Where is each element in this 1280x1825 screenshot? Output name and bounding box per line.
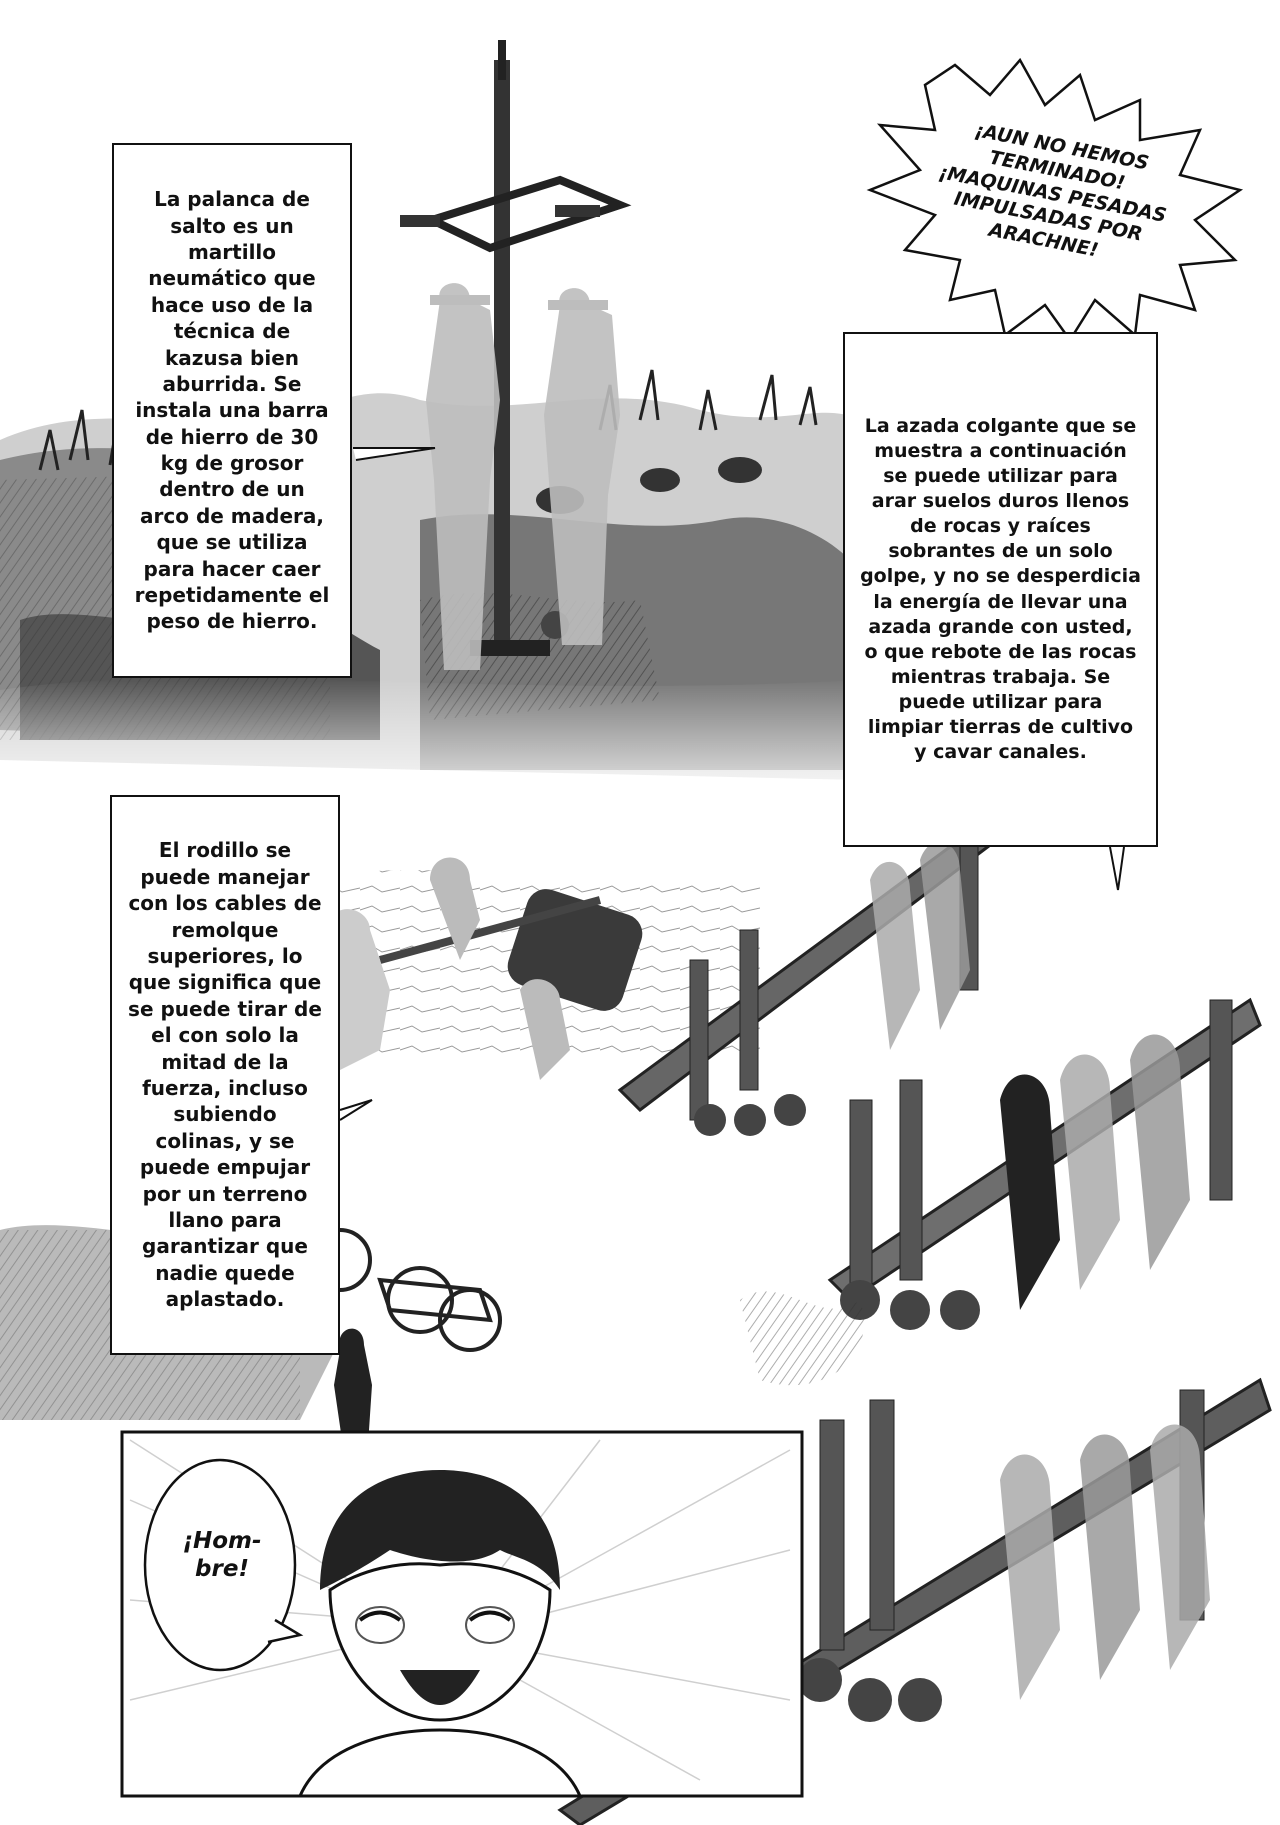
caption-palanca-text: La palanca de salto es un martillo neumático que hace uso de la técnica de kazusa bien aburrida. Se instala una barra de hierro de 30 kg de grosor dentro de un arco de madera, que se utiliza para hacer caer repetidamente el peso de hierro. — [134, 187, 330, 634]
caption-palanca — [112, 143, 352, 678]
shout-text: ¡AUN NO HEMOS TERMINADO! ¡MAQUINAS PESADAS IMPULSADAS POR ARACHNE! — [937, 119, 1169, 262]
hombre-text: ¡Hom-bre! — [182, 1528, 262, 1582]
caption-rodillo-text: El rodillo se puede manejar con los cables de remolque superiores, lo que significa que se puede tirar de el con solo la mitad de la fuerza, incluso subiendo colinas, y se puede empujar por un terreno llano para garantizar que nadie quede aplastado. — [128, 838, 322, 1312]
caption-azada — [843, 332, 1158, 847]
caption-azada-text: La azada colgante que se muestra a continuación se puede utilizar para arar suelos duros llenos de rocas y raíces sobrantes de un solo golpe, y no se desperdicia la energía de llevar una azada grande con usted, o que rebote de las rocas mientras trabaja. Se puede utilizar para limpiar tierras de cultivo y cavar canales. — [860, 414, 1141, 763]
caption-rodillo — [110, 795, 340, 1355]
